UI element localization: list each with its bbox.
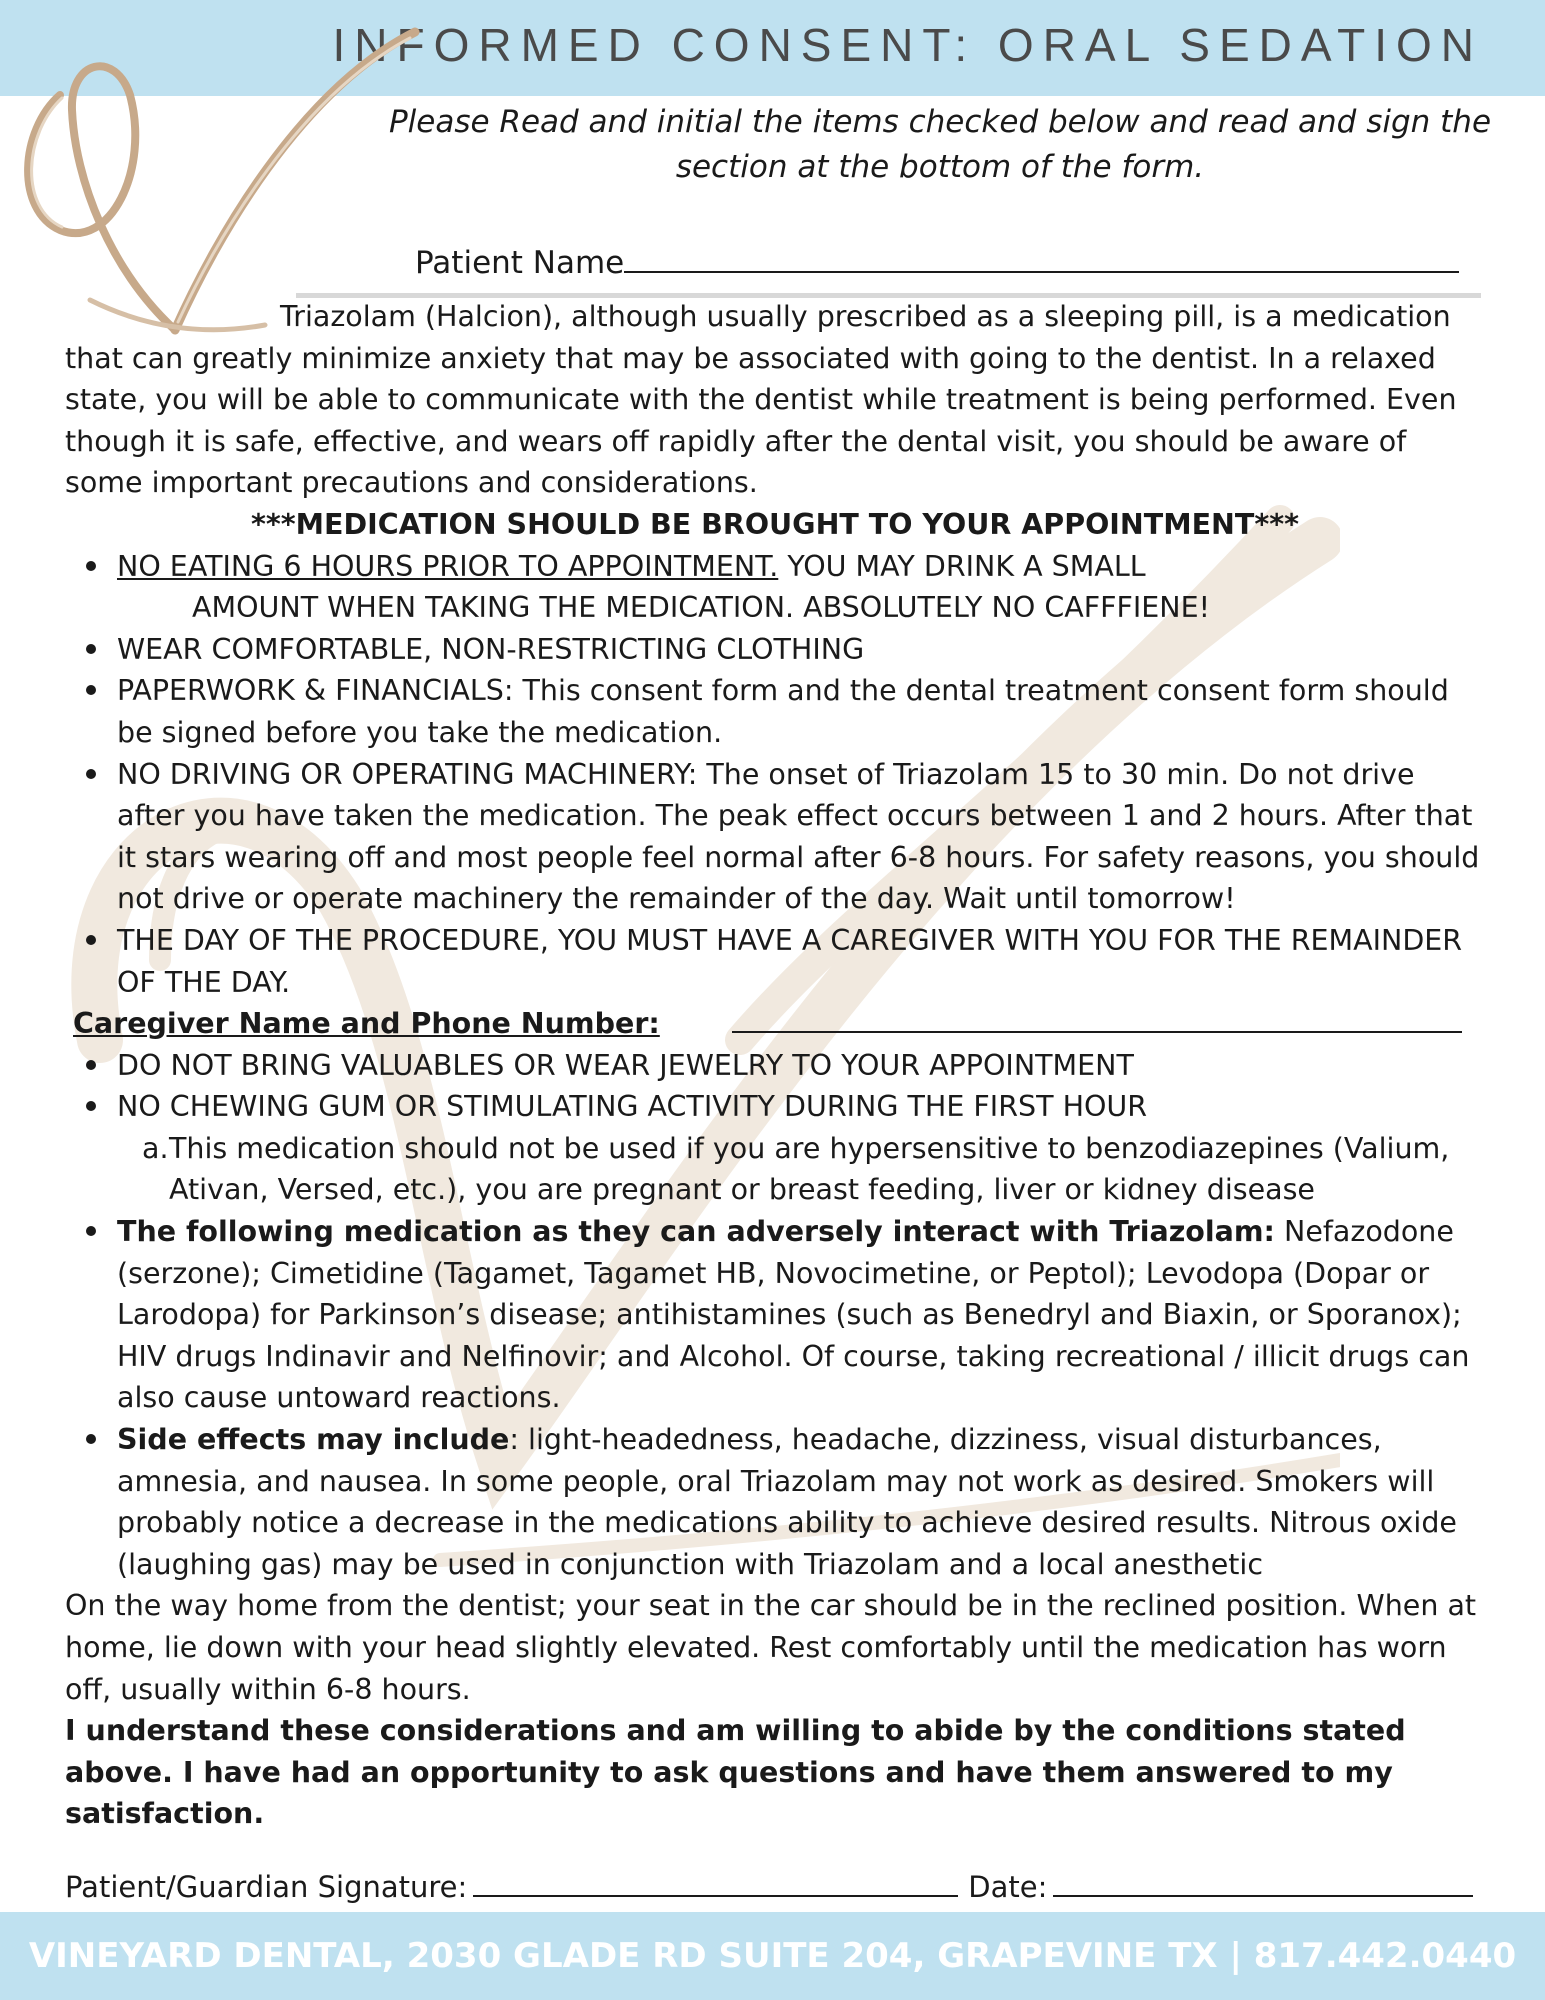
sub-item-text: This medication should not be used if you are hypersensitive to benzodiazepines (Valium, Ativan, Versed, etc.), you are pregnant or breast feeding, liver or kidney disease bbox=[169, 1131, 1450, 1207]
list-item: WEAR COMFORTABLE, NON-RESTRICTING CLOTHING bbox=[117, 629, 1485, 671]
sub-list-item bbox=[65, 1128, 1485, 1211]
no-eating-text-2: AMOUNT WHEN TAKING THE MEDICATION. ABSOLUTELY NO CAFFFIENE! bbox=[192, 591, 1211, 625]
intro-instructions: Please Read and initial the items checked below and read and sign the section at the bottom of the form. bbox=[388, 104, 1492, 185]
list-item: PAPERWORK & FINANCIALS: This consent form and the dental treatment consent form should be signed before you take the medication. bbox=[117, 670, 1485, 753]
intro-paragraph: Triazolam (Halcion), although usually prescribed as a sleeping pill, is a medication that can greatly minimize anxiety that may be associated with going to the dentist. In a relaxed state, you will be able to communicate with the dentist while treatment is being performed. Even though it is safe, effective, and wears off rapidly after the dental visit, you should be aware of some important precautions and considerations. bbox=[65, 300, 1457, 500]
precautions-list bbox=[65, 546, 1485, 1004]
footer-contact: VINEYARD DENTAL, 2030 GLADE RD SUITE 204, GRAPEVINE TX | 817.442.0440 bbox=[28, 1936, 1517, 1976]
page-title: INFORMED CONSENT: ORAL SEDATION bbox=[332, 19, 1483, 71]
side-effects-heading: Side effects may include bbox=[117, 1423, 510, 1457]
sub-item-marker: a. bbox=[142, 1131, 169, 1165]
date-label: Date: bbox=[968, 1870, 1048, 1904]
caregiver-label: Caregiver Name and Phone Number: bbox=[73, 1007, 660, 1041]
date-line[interactable] bbox=[1053, 1867, 1473, 1897]
list-item: NO DRIVING OR OPERATING MACHINERY: The onset of Triazolam 15 to 30 min. Do not drive after you have taken the medication. The peak effect occurs between 1 and 2 hours. After that it stars wearing off and most people feel normal after 6-8 hours. For safety reasons, you should not drive or operate machinery the remainder of the day. Wait until tomorrow! bbox=[117, 754, 1485, 920]
no-eating-text: YOU MAY DRINK A SMALL bbox=[778, 549, 1146, 583]
precautions-list-3 bbox=[65, 1211, 1485, 1585]
signature-line[interactable] bbox=[473, 1867, 958, 1897]
interaction-heading: The following medication as they can adversely interact with Triazolam: bbox=[117, 1215, 1275, 1249]
acknowledgement: I understand these considerations and am willing to abide by the conditions stated above. I have had an opportunity to ask questions and have them answered to my satisfaction. bbox=[65, 1714, 1406, 1831]
list-item bbox=[117, 546, 1485, 629]
caregiver-row bbox=[65, 1003, 1485, 1045]
side-effects-text: : light-headedness, headache, dizziness, visual disturbances, amnesia, and nausea. In some people, oral Triazolam may not work as desired. Smokers will probably notice a decrease in the medications ability to achieve desired results. Nitrous oxide (laughing gas) may be used in conjunction with Triazolam and a local anesthetic bbox=[117, 1423, 1457, 1581]
precautions-list-2 bbox=[65, 1045, 1485, 1128]
interaction-text: Nefazodone (serzone); Cimetidine (Tagamet, Tagamet HB, Novocimetine, or Peptol); Levodopa (Dopar or Larodopa) for Parkinson’s disease; antihistamines (such as Benedryl and Biaxin, or Sporanox); HIV drugs Indinavir and Nelfinovir; and Alcohol. Of course, taking recreational / illicit drugs can also cause untoward reactions. bbox=[117, 1215, 1470, 1415]
patient-name-row bbox=[415, 241, 1459, 281]
list-item bbox=[117, 1419, 1485, 1585]
caregiver-line[interactable] bbox=[732, 1003, 1462, 1033]
signature-label: Patient/Guardian Signature: bbox=[65, 1870, 468, 1904]
list-item bbox=[117, 1211, 1485, 1419]
list-item: THE DAY OF THE PROCEDURE, YOU MUST HAVE A CAREGIVER WITH YOU FOR THE REMAINDER OF THE DAY. bbox=[117, 920, 1485, 1003]
home-instructions: On the way home from the dentist; your seat in the car should be in the reclined position. When at home, lie down with your head slightly elevated. Rest comfortably until the medication has worn off, usually within 6-8 hours. bbox=[65, 1589, 1477, 1706]
no-eating-heading: NO EATING 6 HOURS PRIOR TO APPOINTMENT. bbox=[117, 549, 779, 583]
medication-notice: ***MEDICATION SHOULD BE BROUGHT TO YOUR APPOINTMENT*** bbox=[250, 507, 1300, 541]
list-item: NO CHEWING GUM OR STIMULATING ACTIVITY DURING THE FIRST HOUR bbox=[117, 1086, 1485, 1128]
patient-name-label: Patient Name bbox=[415, 245, 625, 281]
consent-body bbox=[65, 296, 1485, 1835]
patient-name-line[interactable] bbox=[624, 241, 1459, 273]
list-item: DO NOT BRING VALUABLES OR WEAR JEWELRY TO YOUR APPOINTMENT bbox=[117, 1045, 1485, 1087]
signature-row bbox=[65, 1867, 1473, 1904]
